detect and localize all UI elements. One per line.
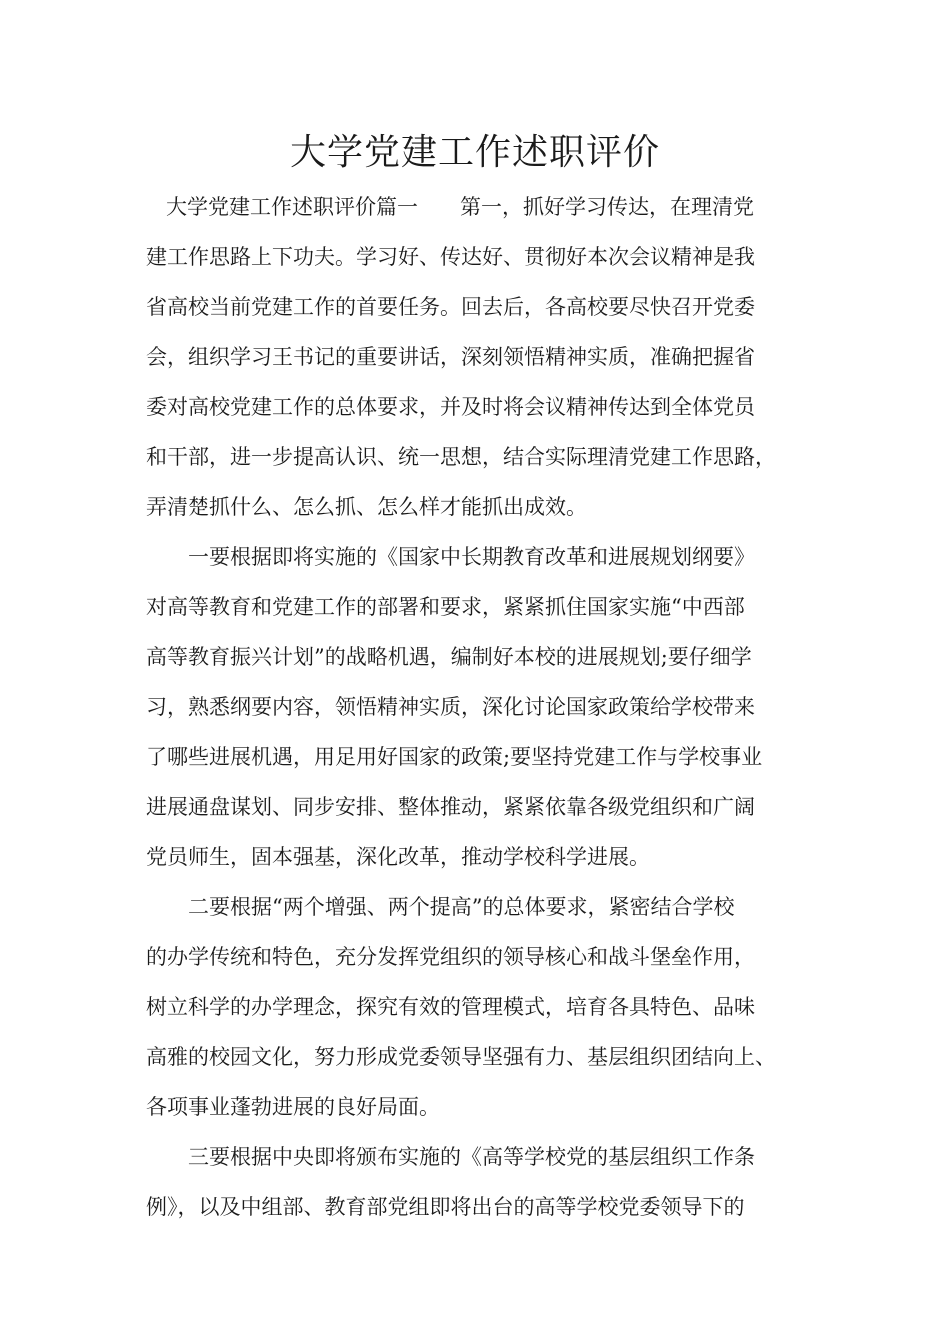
section-heading: 大学党建工作述职评价篇一 (166, 195, 418, 219)
paragraph-line: 各项事业蓬勃进展的良好局面。 (146, 1095, 440, 1119)
paragraph-line: 省高校当前党建工作的首要任务。回去后，各高校要尽快召开党委 (146, 295, 755, 319)
paragraph-line: 高雅的校园文化，努力形成党委领导坚强有力、基层组织团结向上、 (146, 1045, 776, 1069)
paragraph-line: 进展通盘谋划、同步安排、整体推动，紧紧依靠各级党组织和广阔 (146, 795, 755, 819)
paragraph-text: 第一，抓好学习传达，在理清党 (460, 195, 754, 219)
paragraph-line: 例》，以及中组部、教育部党组即将出台的高等学校党委领导下的 (146, 1195, 745, 1219)
paragraph-line: 和干部，进一步提高认识、统一思想，结合实际理清党建工作思路， (146, 445, 776, 469)
paragraph-line: 了哪些进展机遇，用足用好国家的政策;要坚持党建工作与学校事业 (146, 745, 763, 769)
paragraph-line: 的办学传统和特色，充分发挥党组织的领导核心和战斗堡垒作用， (146, 945, 755, 969)
paragraph-line: 建工作思路上下功夫。学习好、传达好、贯彻好本次会议精神是我 (146, 245, 755, 269)
paragraph-line: 一要根据即将实施的《国家中长期教育改革和进展规划纲要》 (188, 545, 755, 569)
paragraph-line: 高等教育振兴计划”的战略机遇，编制好本校的进展规划;要仔细学 (146, 645, 752, 669)
document-body (146, 182, 826, 1232)
paragraph-line: 树立科学的办学理念，探究有效的管理模式，培育各具特色、品味 (146, 995, 755, 1019)
paragraph-line (146, 182, 826, 232)
paragraph-line: 二要根据“两个增强、两个提高”的总体要求，紧密结合学校 (188, 895, 735, 919)
paragraph-line: 党员师生，固本强基，深化改革，推动学校科学进展。 (146, 845, 650, 869)
paragraph-line: 习，熟悉纲要内容，领悟精神实质，深化讨论国家政策给学校带来 (146, 695, 755, 719)
paragraph-line: 弄清楚抓什么、怎么抓、怎么样才能抓出成效。 (146, 495, 587, 519)
paragraph-line: 三要根据中央即将颁布实施的《高等学校党的基层组织工作条 (188, 1145, 755, 1169)
paragraph-line: 对高等教育和党建工作的部署和要求，紧紧抓住国家实施“中西部 (146, 595, 745, 619)
document-title: 大学党建工作述职评价 (289, 132, 660, 173)
paragraph-line: 会，组织学习王书记的重要讲话，深刻领悟精神实质，准确把握省 (146, 345, 755, 369)
paragraph-line: 委对高校党建工作的总体要求，并及时将会议精神传达到全体党员 (146, 395, 755, 419)
